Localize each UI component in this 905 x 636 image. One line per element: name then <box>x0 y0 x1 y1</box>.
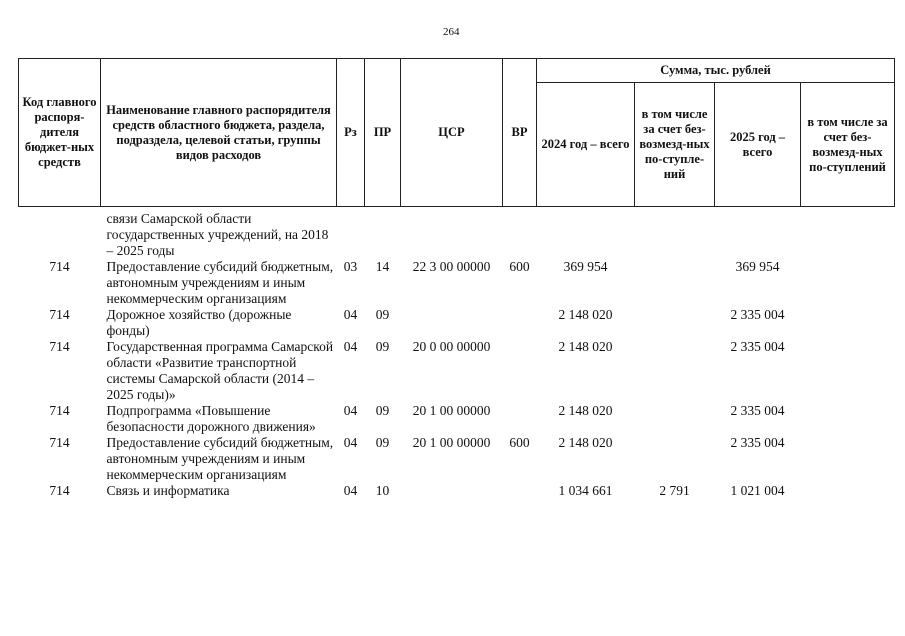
cell-vr <box>503 483 537 499</box>
cell-rz: 04 <box>343 483 358 498</box>
page-number: 264 <box>443 26 460 38</box>
cell-2025-gratuitous <box>801 207 895 260</box>
cell-vr <box>503 339 537 403</box>
cell-pr: 14 <box>375 259 390 274</box>
header-csr: ЦСР <box>401 59 503 207</box>
cell-csr <box>401 307 503 339</box>
table-body <box>19 207 895 500</box>
header-code: Код главного распоря-дителя бюджет-ных средств <box>19 59 101 207</box>
cell-code: 714 <box>49 307 70 322</box>
cell-2025-total: 369 954 <box>735 259 780 274</box>
budget-table <box>18 58 895 499</box>
table-row <box>19 403 895 435</box>
cell-2025-total: 2 335 004 <box>730 403 785 418</box>
table-row <box>19 207 895 260</box>
cell-name: Связь и информатика <box>106 483 230 498</box>
cell-2024-gratuitous <box>635 307 715 339</box>
cell-2024-gratuitous <box>635 339 715 403</box>
table-row <box>19 307 895 339</box>
cell-vr <box>503 307 537 339</box>
cell-rz <box>337 207 365 260</box>
cell-rz: 04 <box>343 307 358 322</box>
cell-rz: 04 <box>343 403 358 418</box>
cell-csr: 20 1 00 00000 <box>412 435 491 450</box>
cell-csr: 22 3 00 00000 <box>412 259 491 274</box>
header-2025-gratuitous: в том числе за счет без-возмезд-ных по-ступлений <box>801 83 895 207</box>
cell-rz: 04 <box>343 435 358 450</box>
cell-2024-gratuitous <box>635 403 715 435</box>
cell-2025-gratuitous <box>801 339 895 403</box>
cell-name: связи Самарской области государственных учреждений, на 2018 – 2025 годы <box>106 211 329 258</box>
table-row <box>19 435 895 483</box>
cell-2025-gratuitous <box>801 259 895 307</box>
table-row <box>19 483 895 499</box>
cell-2024-gratuitous <box>635 207 715 260</box>
cell-csr: 20 0 00 00000 <box>412 339 491 354</box>
header-vr: ВР <box>503 59 537 207</box>
cell-2024-gratuitous <box>635 435 715 483</box>
table-header <box>19 59 895 207</box>
cell-vr: 600 <box>509 259 530 274</box>
cell-2025-gratuitous <box>801 403 895 435</box>
cell-2024-total: 1 034 661 <box>558 483 613 498</box>
header-sum: Сумма, тыс. рублей <box>537 59 895 83</box>
cell-code: 714 <box>49 259 70 274</box>
cell-pr: 09 <box>375 435 390 450</box>
cell-code <box>19 207 101 260</box>
cell-2025-gratuitous <box>801 435 895 483</box>
cell-name: Дорожное хозяйство (дорожные фонды) <box>106 307 292 338</box>
cell-2025-total: 2 335 004 <box>730 307 785 322</box>
header-pr: ПР <box>365 59 401 207</box>
cell-2024-total: 2 148 020 <box>558 339 613 354</box>
cell-vr <box>503 403 537 435</box>
header-2024-total: 2024 год – всего <box>537 83 635 207</box>
cell-2025-gratuitous <box>801 483 895 499</box>
table-row <box>19 339 895 403</box>
header-2024-gratuitous: в том числе за счет без-возмезд-ных по-ступле-ний <box>635 83 715 207</box>
cell-pr: 09 <box>375 403 390 418</box>
cell-csr <box>401 483 503 499</box>
cell-code: 714 <box>49 483 70 498</box>
cell-2024-total: 2 148 020 <box>558 435 613 450</box>
cell-2025-total: 2 335 004 <box>730 435 785 450</box>
cell-rz: 04 <box>343 339 358 354</box>
cell-vr <box>503 207 537 260</box>
cell-vr: 600 <box>509 435 530 450</box>
cell-rz: 03 <box>343 259 358 274</box>
cell-code: 714 <box>49 339 70 354</box>
cell-2025-total: 1 021 004 <box>730 483 785 498</box>
cell-pr <box>365 207 401 260</box>
cell-name: Подпрограмма «Повышение безопасности дорожного движения» <box>106 403 316 434</box>
header-rz: Рз <box>337 59 365 207</box>
cell-name: Предоставление субсидий бюджетным, автономным учреждениям и иным некоммерческим организациям <box>106 435 334 482</box>
cell-2024-total: 2 148 020 <box>558 307 613 322</box>
cell-csr: 20 1 00 00000 <box>412 403 491 418</box>
cell-name: Государственная программа Самарской области «Развитие транспортной системы Самарской области (2014 – 2025 годы)» <box>106 339 334 402</box>
cell-2024-gratuitous: 2 791 <box>659 483 690 498</box>
cell-2024-total <box>537 207 635 260</box>
cell-code: 714 <box>49 403 70 418</box>
cell-csr <box>401 207 503 260</box>
table-row <box>19 259 895 307</box>
cell-2025-gratuitous <box>801 307 895 339</box>
cell-pr: 09 <box>375 307 390 322</box>
cell-2025-total <box>715 207 801 260</box>
header-name: Наименование главного распорядителя средств областного бюджета, раздела, подраздела, целевой статьи, группы видов расходов <box>101 59 337 207</box>
cell-2025-total: 2 335 004 <box>730 339 785 354</box>
header-2025-total: 2025 год – всего <box>715 83 801 207</box>
cell-name: Предоставление субсидий бюджетным, автономным учреждениям и иным некоммерческим организациям <box>106 259 334 306</box>
cell-2024-total: 369 954 <box>563 259 608 274</box>
cell-pr: 10 <box>375 483 390 498</box>
cell-code: 714 <box>49 435 70 450</box>
cell-2024-total: 2 148 020 <box>558 403 613 418</box>
cell-pr: 09 <box>375 339 390 354</box>
cell-2024-gratuitous <box>635 259 715 307</box>
